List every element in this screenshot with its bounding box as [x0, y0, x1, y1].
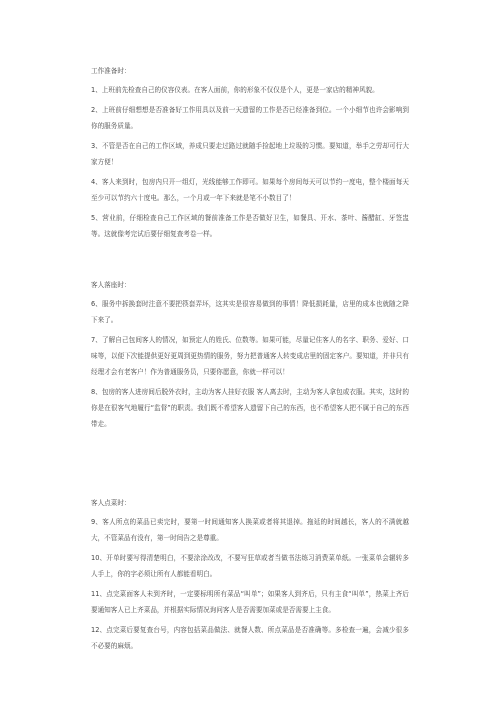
section-work-preparation — [91, 67, 409, 246]
paragraph: 11、点完菜面客人未到齐时，一定要标明所有菜品“叫单”；如果客人到齐后，只有主食“叫单”，热菜上齐后要通知客人已上齐菜品，并根据实际情况询问客人是否需要加菜或是否需要上主食。 — [91, 590, 409, 614]
paragraph: 9、客人所点的菜品已卖完时，要第一时间通知客人换菜或者将其退掉。拖延的时间越长，客人的不满就越大，不管菜品有没有，第一时间告之是尊重。 — [91, 518, 409, 542]
paragraph: 7、了解自己包间客人的情况，如预定人的姓氏、位数等。如果可能，尽量记住客人的名字、职务、爱好、口味等，以便下次能提供更好更周到更热情的服务，努力把普通客人转变成店里的固定客户。要知道，并非只有经理才会有老客户！作为普通服务员，只要你愿意，你就一样可以！ — [91, 336, 409, 376]
section-heading: 客人点菜时： — [91, 499, 131, 507]
section-heading: 客人落座时： — [91, 281, 131, 289]
paragraph: 1、上班前先检查自己的仪容仪表。在客人面前，你的形象不仅仅是个人，更是一家店的精神风貌。 — [91, 86, 379, 94]
paragraph: 5、营业前，仔细检查自己工作区域的餐前准备工作是否做好卫生，如餐具、开水、茶叶、酱醋缸、牙签盅等。这就像考完试后要仔细复查考卷一样。 — [91, 214, 409, 238]
section-guest-ordering — [91, 499, 409, 658]
paragraph: 2、上班前仔细想想是否准备好工作用具以及前一天遗留的工作是否已经准备到位。一个小细节也许会影响到你的服务质量。 — [91, 106, 409, 130]
paragraph: 6、服务中拆换套时注意不要把筷套弄坏，这其实是很容易做到的事情！降低损耗量，店里的成本也就随之降下来了。 — [91, 300, 409, 324]
paragraph: 4、客人来到时，包房内只开一组灯，光线能够工作即可。如果每个房间每天可以节约一度电，整个楼面每天至少可以节约六十度电。那么，一个月或一年下来就是笔不小数目了！ — [91, 178, 409, 202]
section-heading: 工作准备时： — [91, 67, 131, 75]
paragraph: 12、点完菜后要复查台号，内容包括菜品做法、就餐人数、所点菜品是否准确等。多检查一遍，会减少很多不必要的麻烦。 — [91, 626, 409, 650]
paragraph: 8、包房的客人进房间后脱外衣时，主动为客人挂好衣服 客人离去时，主动为客人拿包或衣服。其实，这时的你是在很客气地履行“监督”的职责。我们既不希望客人遗留下自己的东西，也不希望客人把不属于自己的东西带走。 — [91, 388, 409, 428]
section-guest-seating — [91, 281, 409, 436]
paragraph: 3、不管是否在自己的工作区域，养成只要走过路过就随手捡起地上垃圾的习惯。要知道，举手之劳却可行大家方便！ — [91, 142, 409, 166]
paragraph: 10、开单时要写得清楚明白，不要涂涂改改，不要写狂草或者当做书法练习消费菜单纸。一张菜单会辗转多人手上，你的字必须让所有人都能看明白。 — [91, 554, 409, 578]
